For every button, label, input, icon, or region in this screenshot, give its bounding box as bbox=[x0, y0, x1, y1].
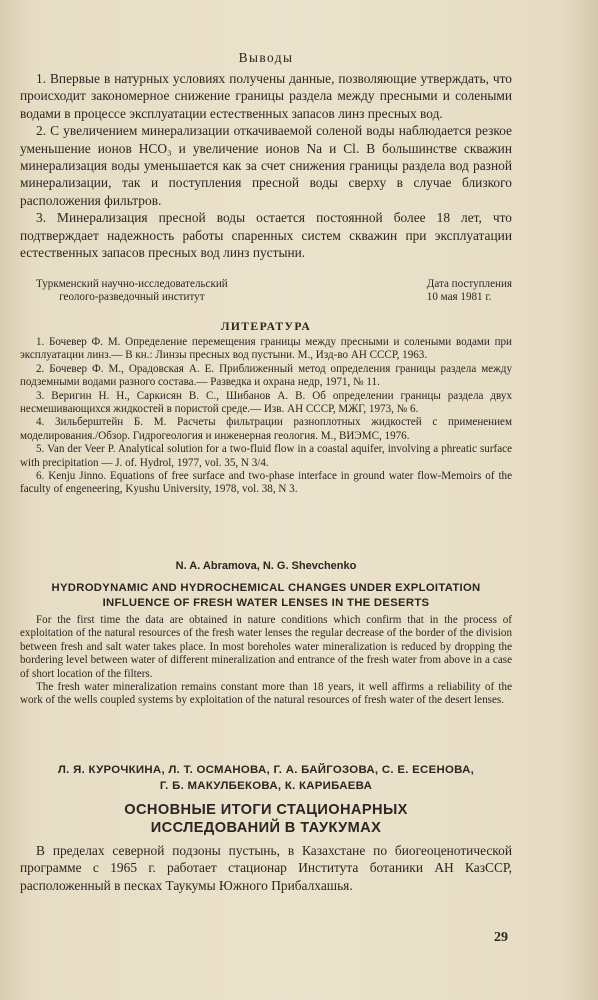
next-article-authors bbox=[20, 762, 512, 794]
next-article-title-line2: ИССЛЕДОВАНИЙ В ТАУКУМАХ bbox=[150, 820, 382, 836]
abstract-title-line1: HYDRODYNAMIC AND HYDROCHEMICAL CHANGES UNDER EXPLOITATION bbox=[51, 582, 481, 594]
conclusion-item: 3. Минерализация пресной воды остается постоянной более 18 лет, что подтверждает надежность работы спаренных систем скважин при эксплуатации естественных запасов пресных вод линз пустыни. bbox=[20, 210, 512, 261]
conclusions-list bbox=[20, 70, 512, 261]
next-article-intro bbox=[20, 842, 512, 894]
reference-item: 2. Бочевер Ф. М., Орадовская А. Е. Приближенный метод определения границы раздела между подземными водами разного состава.— Разведка и охрана недр, 1971, № 11. bbox=[20, 362, 512, 389]
institute-block bbox=[36, 278, 228, 305]
reference-item: 3. Веригин Н. Н., Саркисян В. С., Шибанов А. В. Об определении границы раздела двух несмешивающихся жидкостей в пористой среде.— Изв. АН СССР, МЖГ, 1973, № 6. bbox=[20, 389, 512, 416]
next-article-paragraph: В пределах северной подзоны пустынь, в Казахстане по биогеоценотической программе с 1965 г. работает стационар Института ботаники АН КазССР, расположенный в песках Таукумы Южного Прибалхашья. bbox=[20, 843, 512, 893]
abstract-paragraph: For the first time the data are obtained in nature conditions which confirm that in the process of exploitation of the natural resources of the fresh water lenses the regular decrease of the border of the division between fresh and salt water takes place. In most boreholes water mineralization is reduced by dropping the bordering level between water of different mineralization and entrance of the fresh water from above in a case of short location of the filters. bbox=[20, 614, 512, 680]
received-date: 10 мая 1981 г. bbox=[426, 291, 492, 304]
next-article-authors-line2: Г. Б. МАКУЛБЕКОВА, К. КАРИБАЕВА bbox=[159, 780, 373, 792]
reference-item: 4. Зильберштейн Б. М. Расчеты фильтрации разноплотных жидкостей с применением моделирования./Обзор. Гидрогеология и инженерная геология. М., ВИЭМС, 1976. bbox=[20, 416, 512, 442]
abstract-title bbox=[20, 581, 512, 611]
reference-item: 5. Van der Veer P. Analytical solution for a two-fluid flow in a coastal aquifer, involving a phreatic surface with precipitation — J. of. Hydrol, 1977, vol. 35, N 3/4. bbox=[20, 443, 512, 469]
next-article-authors-line1: Л. Я. КУРОЧКИНА, Л. Т. ОСМАНОВА, Г. А. БАЙГОЗОВА, С. Е. ЕСЕНОВА, bbox=[57, 764, 475, 776]
next-article-title-line1: ОСНОВНЫЕ ИТОГИ СТАЦИОНАРНЫХ bbox=[124, 802, 408, 818]
page-number: 29 bbox=[494, 930, 508, 945]
affiliation-block bbox=[36, 278, 512, 305]
institute-name-line1: Туркменский научно-исследовательский bbox=[36, 278, 228, 290]
literature-heading: ЛИТЕРАТУРА bbox=[220, 320, 312, 333]
reference-item: 6. Kenju Jinno. Equations of free surface and two-phase interface in ground water flow-Memoirs of the faculty of engeneering, Kyushu University, 1978, vol. 38, N 3. bbox=[20, 470, 512, 496]
reference-item: 1. Бочевер Ф. М. Определение перемещения границы между пресными и солеными водами при эксплуатации линз.— В кн.: Линзы пресных вод пустыни. М., Изд-во АН СССР, 1963. bbox=[20, 336, 512, 362]
abstract-authors: N. A. Abramova, N. G. Shevchenko bbox=[175, 560, 357, 572]
abstract-paragraph: The fresh water mineralization remains constant more than 18 years, it well affirms a reliability of the work of the wells coupled systems by exploitation of the natural resources of fresh water of the desert lenses. bbox=[20, 681, 512, 707]
conclusions-heading: Выводы bbox=[238, 50, 294, 65]
received-label: Дата поступления bbox=[426, 278, 512, 290]
conclusion-item: 2. С увеличением минерализации откачиваемой соленой воды наблюдается резкое уменьшение ионов HCO₃ и увеличение ионов Na и Cl. В большинстве скважин минерализация воды уменьшается как за счет снижения границы раздела вод разной минерализации, так и поступления пресной воды сверху в случае близкого расположения фильтров. bbox=[20, 123, 512, 208]
received-block bbox=[427, 278, 512, 305]
institute-name-line2: геолого-разведочный институт bbox=[59, 291, 205, 304]
abstract-body bbox=[20, 614, 512, 708]
abstract-title-line2: INFLUENCE OF FRESH WATER LENSES IN THE DESERTS bbox=[102, 597, 430, 609]
literature-list bbox=[20, 336, 512, 497]
conclusion-item: 1. Впервые в натурных условиях получены данные, позволяющие утверждать, что происходит закономерное снижение границы раздела между пресными и солеными водами в процессе эксплуатации естественных запасов линз пресных вод. bbox=[20, 71, 512, 121]
next-article-title bbox=[20, 801, 512, 837]
